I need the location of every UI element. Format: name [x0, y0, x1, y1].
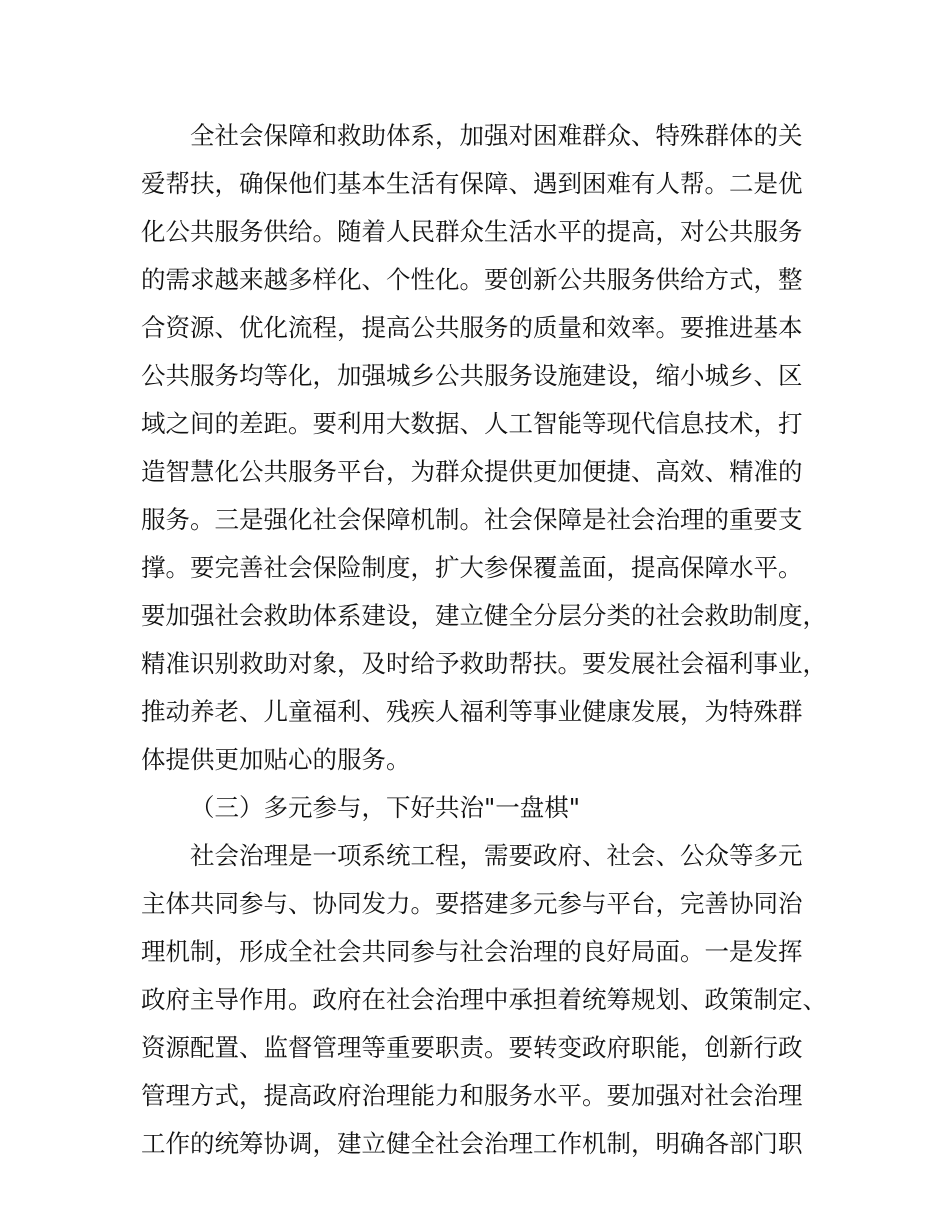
paragraph-line: 要加强社会救助体系建设，建立健全分层分类的社会救助制度，: [141, 601, 827, 630]
paragraph-line: 政府主导作用。政府在社会治理中承担着统筹规划、政策制定、: [141, 985, 827, 1014]
paragraph-line: 理机制，形成全社会共同参与社会治理的良好局面。一是发挥: [141, 937, 803, 966]
paragraph-line: 主体共同参与、协同发力。要搭建多元参与平台，完善协同治: [141, 889, 803, 918]
paragraph-line: 管理方式，提高政府治理能力和服务水平。要加强对社会治理: [141, 1081, 803, 1110]
paragraph-line: 体提供更加贴心的服务。: [141, 745, 411, 774]
paragraph-line: 资源配置、监督管理等重要职责。要转变政府职能，创新行政: [141, 1033, 803, 1062]
paragraph-line: 推动养老、儿童福利、残疾人福利等事业健康发展，为特殊群: [141, 697, 803, 726]
paragraph-line: 全社会保障和救助体系，加强对困难群众、特殊群体的关: [190, 121, 803, 150]
paragraph-line: 的需求越来越多样化、个性化。要创新公共服务供给方式，整: [141, 265, 803, 294]
paragraph-line: 社会治理是一项系统工程，需要政府、社会、公众等多元: [190, 841, 803, 870]
paragraph-line: 服务。三是强化社会保障机制。社会保障是社会治理的重要支: [141, 505, 803, 534]
paragraph-line: 精准识别救助对象，及时给予救助帮扶。要发展社会福利事业，: [141, 649, 827, 678]
section-heading: （三）多元参与，下好共治"一盘棋": [190, 793, 581, 822]
paragraph-line: 撑。要完善社会保险制度，扩大参保覆盖面，提高保障水平。: [141, 553, 803, 582]
paragraph-line: 域之间的差距。要利用大数据、人工智能等现代信息技术，打: [141, 409, 803, 438]
paragraph-line: 爱帮扶，确保他们基本生活有保障、遇到困难有人帮。二是优: [141, 169, 803, 198]
paragraph-line: 工作的统筹协调，建立健全社会治理工作机制，明确各部门职: [141, 1129, 803, 1158]
paragraph-line: 造智慧化公共服务平台，为群众提供更加便捷、高效、精准的: [141, 457, 803, 486]
paragraph-line: 合资源、优化流程，提高公共服务的质量和效率。要推进基本: [141, 313, 803, 342]
paragraph-line: 化公共服务供给。随着人民群众生活水平的提高，对公共服务: [141, 217, 803, 246]
paragraph-line: 公共服务均等化，加强城乡公共服务设施建设，缩小城乡、区: [141, 361, 803, 390]
